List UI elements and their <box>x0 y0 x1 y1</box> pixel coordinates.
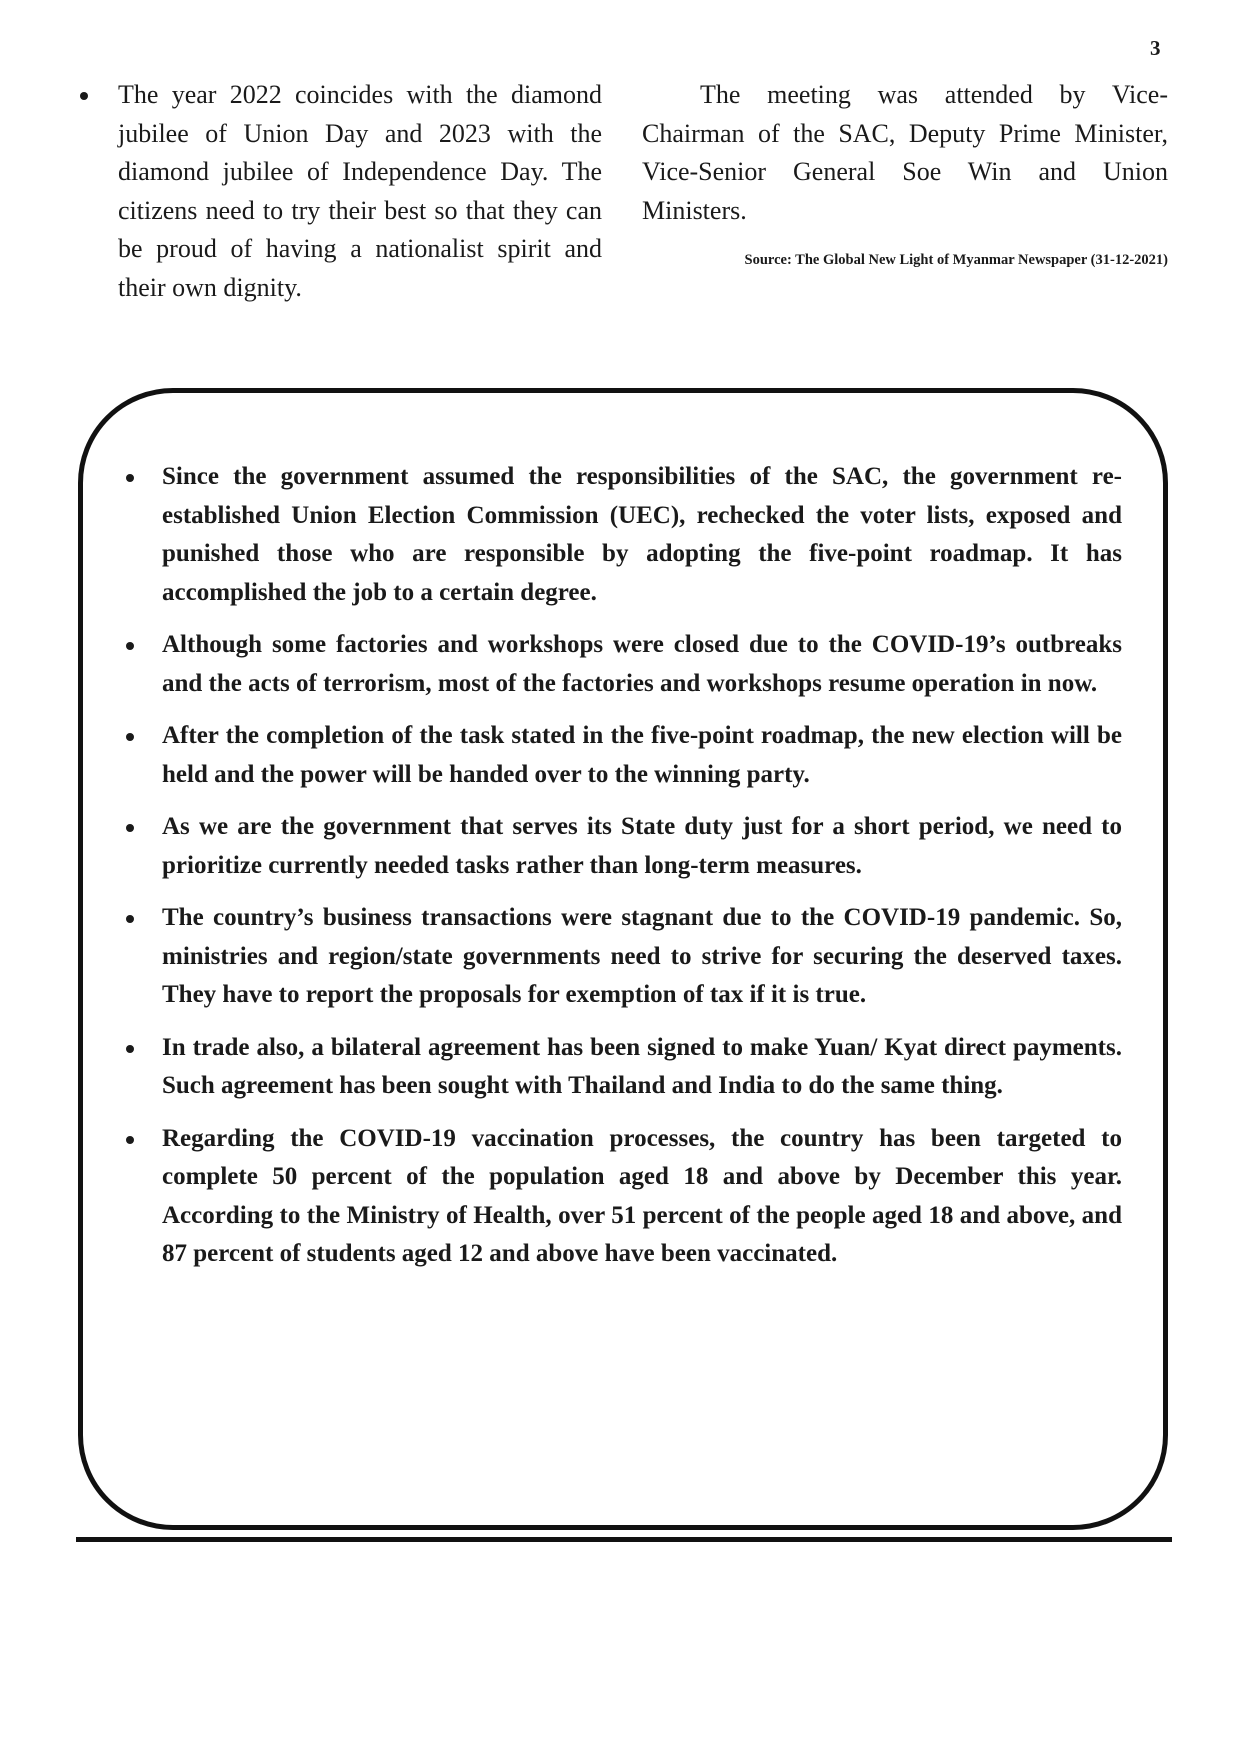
boxed-bullet-list <box>162 458 1122 1288</box>
left-column <box>72 76 602 307</box>
box-bullet-item: Regarding the COVID-19 vaccination processes, the country has been targeted to complete 50 percent of the population aged 18 and above by December this year. According to the Ministry of Health, over 51 percent of the people aged 18 and above, and 87 percent of students aged 12 and above have been vaccinated. <box>162 1120 1122 1274</box>
box-bullet-item: Since the government assumed the responsibilities of the SAC, the government re-established Union Election Commission (UEC), rechecked the voter lists, exposed and punished those who are responsible by adopting the five-point roadmap. It has accomplished the job to a certain degree. <box>162 458 1122 612</box>
left-bullet-item: The year 2022 coincides with the diamond jubilee of Union Day and 2023 with the diamond jubilee of Independence Day. The citizens need to try their best so that they can be proud of having a nationalist spirit and their own dignity. <box>118 76 602 307</box>
bottom-rule <box>76 1537 1172 1542</box>
box-bullet-item: In trade also, a bilateral agreement has been signed to make Yuan/ Kyat direct payments. Such agreement has been sought with Thailand and India to do the same thing. <box>162 1029 1122 1106</box>
meeting-paragraph: The meeting was attended by Vice-Chairman of the SAC, Deputy Prime Minister, Vice-Senior General Soe Win and Union Ministers. <box>642 80 1168 225</box>
page-number: 3 <box>1150 36 1161 60</box>
box-bullet-item: The country’s business transactions were stagnant due to the COVID-19 pandemic. So, ministries and region/state governments need to strive for securing the deserved taxes. They have to report the proposals for exemption of tax if it is true. <box>162 899 1122 1015</box>
box-bullet-item: As we are the government that serves its State duty just for a short period, we need to prioritize currently needed tasks rather than long-term measures. <box>162 808 1122 885</box>
source-citation: Source: The Global New Light of Myanmar Newspaper (31-12-2021) <box>744 252 1168 268</box>
right-column <box>642 76 1168 269</box>
box-bullet-item: Although some factories and workshops were closed due to the COVID-19’s outbreaks and the acts of terrorism, most of the factories and workshops resume operation in now. <box>162 626 1122 703</box>
box-bullet-item: After the completion of the task stated in the five-point roadmap, the new election will be held and the power will be handed over to the winning party. <box>162 717 1122 794</box>
left-bullet-list <box>72 76 602 307</box>
